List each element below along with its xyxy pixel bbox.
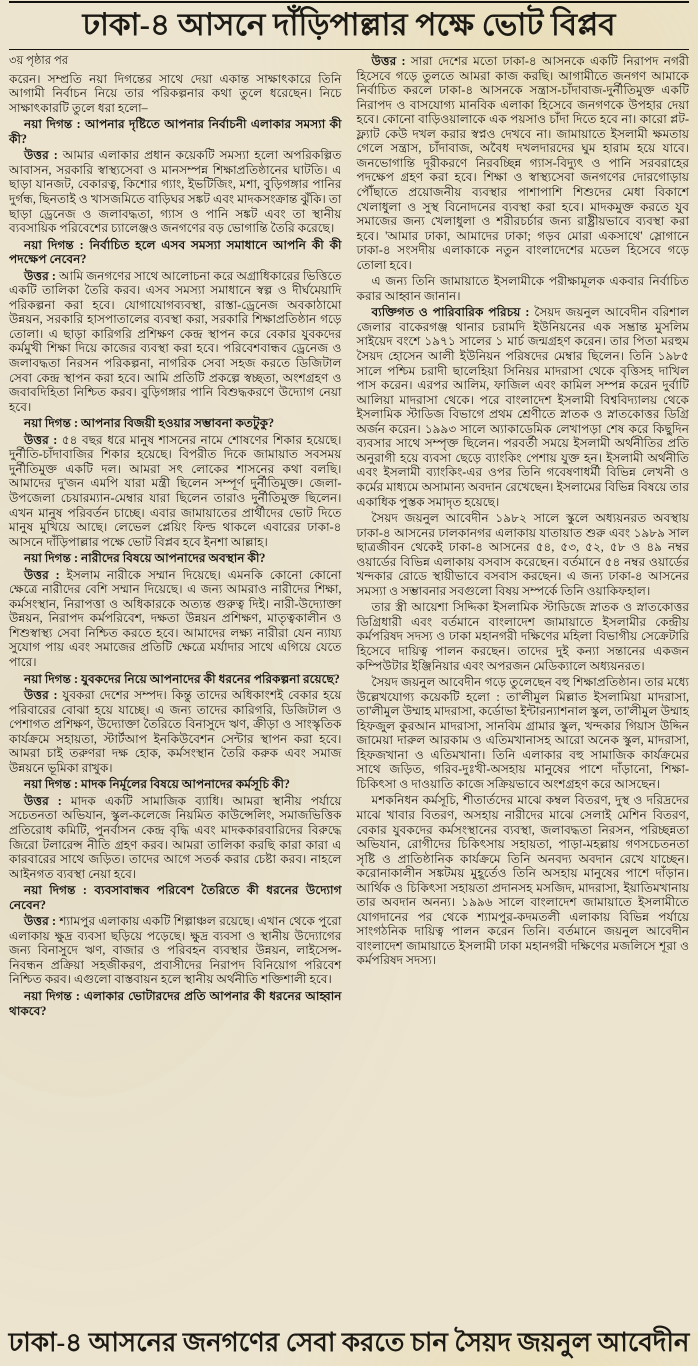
partial-headline-cropped: ঢাকা-৪ আসনের জনগণের সেবা করতে চান সৈয়দ জয়নুল আবেদীন: [8, 1328, 690, 1357]
paragraph-text: নয়া দিগন্ত : আপনার বিজয়ী হওয়ার সম্ভাবনা কতটুকু?: [24, 416, 275, 431]
paragraph: [9, 883, 342, 912]
paragraph: [9, 148, 342, 235]
paragraph-text: সৈয়দ জয়নুল আবেদীন ১৯৮২ সালে স্কুলে অধ্যয়নরত অবস্থায় ঢাকা-৪ আসনের ঢালকানগর এলাকায় যাতায়াত শুরু এবং ১৯৮৯ সাল ছাত্রজীবন থেকেই ঢাকা-৪ আসনের ৫৪, ৫৩, ৫২, ৫৮ ও ৪৯ নম্বর ওয়ার্ডের বিভিন্ন এলাকায় বসবাস করেছেন। বর্তমানে ৫৪ নম্বর ওয়ার্ডের খন্দকার রোডে স্থায়ীভাবে বসবাস করছেন। এ জন্য ঢাকা-৪ আসনের সমস্যা ও সম্ভাবনার সবগুলো বিষয় সম্পর্কে তিনি ওয়াকিফহাল।: [356, 511, 689, 598]
paragraph: [9, 794, 342, 881]
paragraph-lead: উত্তর :: [24, 793, 71, 808]
article-header: [9, 1, 689, 50]
paragraph: [357, 675, 690, 791]
paragraph-text: তার স্ত্রী আয়েশা সিদ্দিকা ইসলামিক স্টাডিজে স্নাতক ও স্নাতকোত্তর ডিগ্রিধারী এবং বর্তমানে বাংলাদেশ জামায়াতে ইসলামীর কেন্দ্রীয় কর্মপরিষদ সদস্য ও ঢাকা মহানগরী দক্ষিণের মহিলা বিভাগীয় সেক্রেটারি হিসেবে দায়িত্ব পালন করছেন। তাদের দুই কন্যা সন্তানের একজন কম্পিউটার ইঞ্জিনিয়ার এবং অপরজন মেডিক্যালে অধ্যয়নরত।: [356, 600, 689, 673]
paragraph: [9, 672, 342, 687]
paragraph-text: শ্যামপুর এলাকায় একটি শিল্পাঞ্চল রয়েছে। এখান থেকে পুরো এলাকায় ক্ষুদ্র ব্যবসা ছড়িয়ে পড়েছে। ক্ষুদ্র ব্যবসা ও স্থানীয় উদ্যোগের জন্য বিনাসুদে ঋণ, বাজার ও পরিবহন ব্যবস্থার উন্নয়ন, লাইসেন্স-নিবন্ধন প্রক্রিয়া সহজীকরণ, প্রবাসীদের নিরাপদ বিনিয়োগ পরিবেশ নিশ্চিত করব। এগুলো বাস্তবায়ন হলে স্থানীয় অর্থনীতি শক্তিশালী হবে।: [9, 914, 342, 987]
paragraph-lead: উত্তর :: [24, 268, 59, 283]
article-body: [9, 54, 689, 1020]
paragraph-text: ৫৪ বছর ধরে মানুষ শাসনের নামে শোষণের শিকার হয়েছে। দুর্নীতি-চাঁদাবাজির শিকার হয়েছে। বিপরীত দিকে জামায়াত সবসময় দুর্নীতিমুক্ত একটি দল। আমরা সৎ লোকের শাসনের কথা বলছি। আমাদের দু'জন এমপি যারা মন্ত্রী ছিলেন সম্পূর্ণ দুর্নীতিমুক্ত। জেলা-উপজেলা চেয়ারম্যান-মেম্বার যারা ছিলেন তারাও দুর্নীতিমুক্ত ছিলেন। এখন মানুষ পরিবর্তন চাচ্ছে। এবার জামায়াতের প্রার্থীদের ভোট দিতে মানুষ মুখিয়ে আছে। লেভেল প্লেয়িং ফিল্ড থাকলে এবারের ঢাকা-৪ আসনে দাঁড়িপাল্লার পক্ষে ভোট বিপ্লব হবে ইনশা আল্লাহ।: [9, 432, 342, 549]
paragraph: [357, 274, 690, 303]
paragraph: [357, 305, 690, 509]
paragraph: [9, 568, 342, 670]
paragraph: [9, 989, 342, 1018]
paragraph-lead: উত্তর :: [24, 148, 63, 163]
paragraph-text: মশকনিধন কর্মসূচি, শীতার্তদের মাঝে কম্বল বিতরণ, দুস্থ ও দরিদ্রদের মাঝে খাবার বিতরণ, অসহায় নারীদের মাঝে সেলাই মেশিন বিতরণ, বেকার যুবকদের কর্মসংস্থানের ব্যবস্থা, জলাবদ্ধতা নিরসন, পরিচ্ছন্নতা অভিযান, রোগীদের চিকিৎসায় সহায়তা, পাড়া-মহল্লায় গণসচেতনতা সৃষ্টি ও প্রাতিষ্ঠানিক কার্যক্রমে তিনি অনবদ্য অবদান রেখে যাচ্ছেন। করোনাকালীন সঙ্কটময় মুহূর্তেও তিনি অসহায় মানুষের পাশে দাঁড়ান। আর্থিক ও চিকিৎসা সহায়তা প্রদানসহ মসজিদ, মাদরাসা, ইয়াতিমখানায় তার অবদান অনন্য। ১৯৯৬ সালে বাংলাদেশ জামায়াতে ইসলামীতে যোগদানের পর থেকে শ্যামপুর-কদমতলী এলাকায় বিভিন্ন পর্যায়ে সাংগঠনিক দায়িত্ব পালন করেন তিনি। বর্তমানে জয়নুল আবেদীন বাংলাদেশ জামায়াতে ইসলামী ঢাকা মহানগরী দক্ষিণের মজলিসে শূরা ও কর্মপরিষদ সদস্য।: [356, 793, 689, 968]
paragraph: [9, 117, 342, 146]
paragraph-text: নয়া দিগন্ত : মাদক নির্মূলের বিষয়ে আপনাদের কর্মসূচি কী?: [24, 777, 290, 792]
paragraph-text: নয়া দিগন্ত : এলাকার ভোটারদের প্রতি আপনার কী ধরনের আহ্বান থাকবে?: [9, 989, 342, 1018]
paragraph: [357, 54, 690, 272]
paragraph-text: নয়া দিগন্ত : যুবকদের নিয়ে আপনাদের কী ধরনের পরিকল্পনা রয়েছে?: [24, 671, 340, 686]
paragraph-text: করেন। সম্প্রতি নয়া দিগন্তের সাথে দেয়া একান্ত সাক্ষাৎকারে তিনি আগামী নির্বাচন নিয়ে তার পরিকল্পনার কথা তুলে ধরেছেন। নিচে সাক্ষাৎকারটি তুলে ধরা হলো–: [9, 71, 342, 115]
paragraph: [9, 416, 342, 431]
paragraph-lead: উত্তর :: [371, 54, 411, 69]
article-headline: ঢাকা-৪ আসনে দাঁড়িপাল্লার পক্ষে ভোট বিপ্লব: [82, 7, 616, 42]
paragraph-text: মাদক একটি সামাজিক ব্যাধি। আমরা স্থানীয় পর্যায়ে সচেতনতা অভিযান, স্কুল-কলেজে নিয়মিত কাউন্সেলিং, সমাজভিত্তিক প্রতিরোধ কমিটি, পুনর্বাসন কেন্দ্র বৃদ্ধি এবং মাদককারবারিদের বিরুদ্ধে জিরো টলারেন্স নীতি গ্রহণ করব। আমরা তালিকা করছি কারা কারা এ কারবারের সাথে জড়িত। তাদের আগে সতর্ক করার চেষ্টা করব। নাহলে আইনগত ব্যবস্থা নেয়া হবে।: [9, 793, 342, 881]
paragraph-text: নয়া দিগন্ত : নির্বাচিত হলে এসব সমস্যা সমাধানে আপনি কী কী পদক্ষেপ নেবেন?: [9, 237, 342, 267]
paragraph-text: নয়া দিগন্ত : নারীদের বিষয়ে আপনাদের অবস্থান কী?: [24, 551, 266, 566]
paragraph-lead: উত্তর :: [24, 432, 62, 447]
paragraph-text: নয়া দিগন্ত : ব্যবসাবান্ধব পরিবেশ তৈরিতে কী ধরনের উদ্যোগ নেবেন?: [9, 883, 342, 912]
paragraph: [9, 72, 342, 116]
paragraph-text: ৩য় পৃষ্ঠার পর: [9, 55, 69, 68]
paragraph: [357, 600, 690, 673]
paragraph-text: যুবকরা দেশের সম্পদ। কিন্তু তাদের অধিকাংশই বেকার হয়ে পরিবারের বোঝা হয়ে যাচ্ছে। এ জন্য তাদের কারিগরি, ডিজিটাল ও পেশাগত প্রশিক্ষণ, উদ্যোক্তা তৈরিতে বিনাসুদে ঋণ, ক্রীড়া ও সাংস্কৃতিক কার্যক্রমে সহায়তা, স্টার্টআপ ইনকিউবেশন সেন্টার স্থাপন করা হবে। আমরা চাই তরুণরা দক্ষ হোক, কর্মসংস্থান তৈরি করুক এবং সমাজ উন্নয়নে ভূমিকা রাখুক।: [9, 688, 342, 775]
paragraph-lead: ব্যক্তিগত ও পারিবারিক পরিচয় :: [371, 305, 535, 320]
paragraph: [9, 238, 342, 267]
paragraph: [357, 793, 690, 968]
paragraph-text: সৈয়দ জয়নুল আবেদীন গড়ে তুলেছেন বহু শিক্ষাপ্রতিষ্ঠান। তার মধ্যে উল্লেখযোগ্য কয়েকটি হলো : তা'লীমুল মিল্লাত ইসলামিয়া মাদরাসা, তা'লীমুল উম্মাহ মাদরাসা, কর্ডোভা ইন্টারন্যাশনাল স্কুল, তা'লীমুল উম্মাহ হিফজুল কুরআন মাদরাসা, সানবিম গ্রামার স্কুল, খন্দকার গিয়াস উদ্দিন জামেয়া দারুল আরকাম ও এতিমখানাসহ আরো অনেক স্কুল, মাদরাসা, হিফজখানা ও এতিমখানা। তিনি এলাকার বহু সামাজিক কার্যক্রমের সাথে জড়িত, গরিব-দুঃখী-অসহায় মানুষের পাশে দাঁড়ানো, শিক্ষা-চিকিৎসা ও দাওয়াতি কাজে সক্রিয়ভাবে অংশগ্রহণ করে আসছেন।: [356, 675, 689, 791]
paragraph: [9, 433, 342, 549]
paragraph-lead: উত্তর :: [24, 688, 63, 703]
paragraph-text: এ জন্য তিনি জামায়াতে ইসলামীকে পরীক্ষামূলক একবার নির্বাচিত করার আহ্বান জানান।: [356, 274, 689, 303]
paragraph-text: সৈয়দ জয়নুল আবেদীন বরিশাল জেলার বাকেরগঞ্জ থানার চরামদি ইউনিয়নের এক সম্ভ্রান্ত মুসলিম সাইয়েদ বংশে ১৯৭১ সালের ১ মার্চ জন্মগ্রহণ করেন। তার পিতা মরহুম সৈয়দ হোসেন আলী ইউনিয়ন পরিষদের মেম্বার ছিলেন। তিনি ১৯৮৫ সালে পশ্চিম চরাদী ছালেহিয়া সিনিয়র মাদরাসা থেকে বৃত্তিসহ দাখিল পাস করেন। এরপর আলিম, ফাজিল এবং কামিল সম্পন্ন করেন দুর্বাটি আলিয়া মাদরাসা থেকে। পরে বাংলাদেশ ইসলামী বিশ্ববিদ্যালয় থেকে ইসলামিক স্টাডিজ বিভাগে প্রথম শ্রেণীতে স্নাতক ও স্নাতকোত্তর ডিগ্রি অর্জন করেন। ১৯৯৩ সালে অ্যাকাডেমিক লেখাপড়া শেষ করে কিছুদিন ব্যবসার সাথে সম্পৃক্ত ছিলেন। পরবর্তী সময়ে ইসলামী অর্থনীতির প্রতি অনুরাগী হয়ে ব্যবসা ছেড়ে ব্যাংকিং পেশায় যুক্ত হন। ইসলামী অর্থনীতি এবং ইসলামী ব্যাংকিং-এর ওপর তিনি গবেষণাধর্মী বিভিন্ন লেখনী ও কর্মের মাধ্যমে অসামান্য অবদান রেখেছেন। ইসলামের বিভিন্ন বিষয়ে তার একাধিক পুস্তক সমাদৃত হয়েছে।: [356, 305, 689, 509]
paragraph-lead: উত্তর :: [24, 914, 60, 929]
paragraph-lead: উত্তর :: [24, 567, 67, 582]
newspaper-page: [0, 1, 698, 1357]
paragraph: [9, 777, 342, 792]
right-column: [357, 54, 690, 970]
paragraph-text: সারা দেশের মতো ঢাকা-৪ আসনকে একটি নিরাপদ নগরী হিসেবে গড়ে তুলতে আমরা কাজ করছি। আগামীতে জনগণ আমাকে নির্বাচিত করলে ঢাকা-৪ আসনকে সন্ত্রাস-চাঁদাবাজ-দুর্নীতিমুক্ত একটি নিরাপদ ও বাসযোগ্য মানবিক এলাকা হিসেবে জনগণকে উপহার দেয়া হবে। কোনো বাড়িওয়ালাকে এক পয়সাও চাঁদা দিতে হবে না। কারো প্লট-ফ্ল্যাট কেউ দখল করার স্বপ্নও দেখবে না। জামায়াতে ইসলামী ক্ষমতায় গেলে সন্ত্রাস, চাঁদাবাজ, অবৈধ দখলদারদের ঘুম হারাম হয়ে যাবে। জনভোগান্তি দূরীকরণে নিরবচ্ছিন্ন গ্যাস-বিদ্যুৎ ও পানি সরবরাহের পদক্ষেপ গ্রহণ করা হবে। শিক্ষা ও স্বাস্থ্যসেবা জনগণের দোরগোড়ায় পৌঁছাতে প্রয়োজনীয় ব্যবস্থার পাশাপাশি শিশুদের মেধা বিকাশে খেলাধুলা ও সুস্থ বিনোদনের ব্যবস্থা করা হবে। মাদকমুক্ত করতে যুব সমাজের জন্য খেলাধুলা ও শরীরচর্চার জন্য রাষ্ট্রীয়ভাবে ব্যবস্থা করা হবে। 'আমার ঢাকা, আমাদের ঢাকা; গড়ব মোরা একসাথে' স্লোগানে ঢাকা-৪ সংসদীয় এলাকাকে নতুন বাংলাদেশের মডেল হিসেবে গড়ে তোলা হবে।: [356, 54, 689, 272]
paragraph-text: ইসলাম নারীকে সম্মান দিয়েছে। এমনকি কোনো কোনো ক্ষেত্রে নারীদের বেশি সম্মান দিয়েছে। এ জন্য আমরাও নারীদের শিক্ষা, কর্মসংস্থান, নিরাপত্তা ও অধিকারকে অত্যন্ত গুরুত্ব দিই। নারী-উদ্যোক্তা উন্নয়ন, নিরাপদ কর্মপরিবেশ, দক্ষতা উন্নয়ন প্রশিক্ষণ, মাতৃত্বকালীন ও শিশুস্বাস্থ্য সেবা নিশ্চিত করতে হবে। আমাদের লক্ষ্য নারীরা যেন ন্যায্য সুযোগ পায় এবং সমাজের প্রতিটি ক্ষেত্রে মর্যাদার সাথে এগিয়ে যেতে পারে।: [9, 567, 342, 669]
paragraph-text: আমি জনগণের সাথে আলোচনা করে অগ্রাধিকারের ভিত্তিতে একটি তালিকা তৈরি করব। এসব সমস্যা সমাধানে স্বল্প ও দীর্ঘমেয়াদি পরিকল্পনা করা হবে। যোগাযোগব্যবস্থা, রাস্তা-ড্রেনেজ অবকাঠামো উন্নয়ন, সরকারি হাসপাতালের ব্যবস্থা করা, সরকারি শিক্ষাপ্রতিষ্ঠান গড়ে তোলা। এ ছাড়া কারিগরি প্রশিক্ষণ কেন্দ্র স্থাপন করে বেকার যুবকদের কর্মমুখী শিক্ষা দিয়ে কাজের ব্যবস্থা করা হবে। পরিবেশবান্ধব ড্রেনেজ ও জলাবদ্ধতা নিরসন পরিকল্পনা, নাগরিক সেবা সহজ করতে ডিজিটাল সেবা কেন্দ্র স্থাপন করা হবে। আমি প্রতিটি প্রকল্পে স্বচ্ছতা, অংশগ্রহণ ও জবাবদিহিতা নিশ্চিত করব। বুড়িগঙ্গার পানি বিশুদ্ধকরণে উদ্যোগ নেয়া হবে।: [9, 268, 342, 414]
paragraph: [357, 511, 690, 598]
paragraph: [9, 54, 342, 69]
paragraph: [9, 688, 342, 775]
paragraph-text: নয়া দিগন্ত : আপনার দৃষ্টিতে আপনার নির্বাচনী এলাকার সমস্যা কী কী?: [9, 117, 342, 146]
paragraph: [9, 914, 342, 987]
left-column: [9, 54, 342, 1020]
paragraph: [9, 551, 342, 566]
paragraph-text: আমার এলাকার প্রধান কয়েকটি সমস্যা হলো অপরিকল্পিত আবাসন, সরকারি স্বাস্থ্যসেবা ও মানসম্পন্ন শিক্ষাপ্রতিষ্ঠানের ঘাটতি। এ ছাড়া যানজট, বেকারত্ব, কিশোর গ্যাং, ইভটিজিং, মশা, বুড়িগঙ্গার পানির দুর্গন্ধ, ছিনতাই ও খাসজমিতে বাড়িঘর সঙ্কট এবং মাদকসংক্রান্ত ঝুঁকি। তা ছাড়া ড্রেনেজ ও জলাবদ্ধতা, গ্যাস ও পানি সঙ্কট এবং তা স্থানীয় ব্যবসায়িক পরিবেশের চ্যালেঞ্জও জনগণের বড় ভোগান্তি তৈরি করেছে।: [9, 148, 342, 236]
paragraph: [9, 269, 342, 414]
